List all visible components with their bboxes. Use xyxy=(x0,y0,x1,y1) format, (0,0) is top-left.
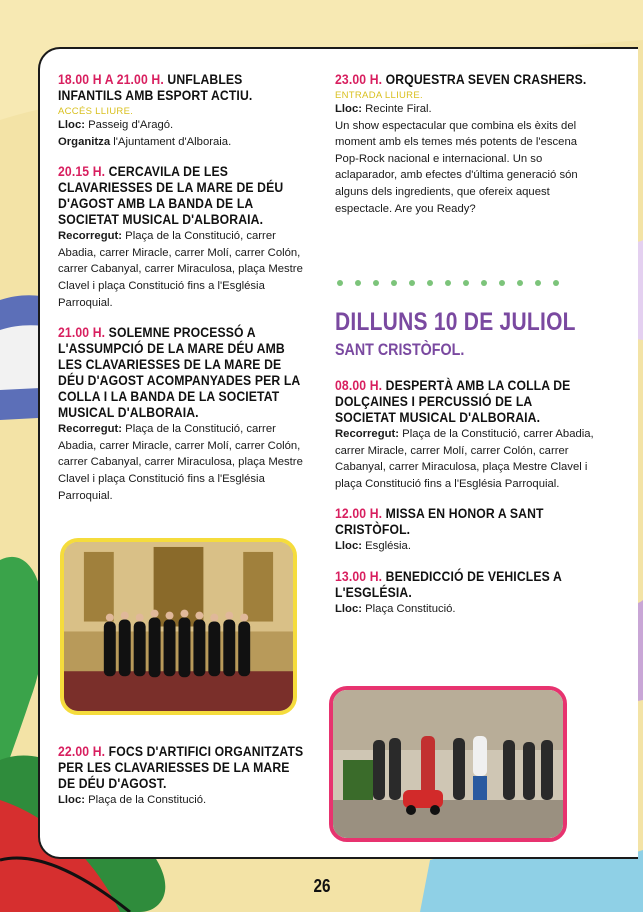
event-cercavila xyxy=(58,164,306,311)
event-benediccio xyxy=(335,569,595,618)
event-note: ENTRADA LLIURE. xyxy=(335,90,423,101)
event-title xyxy=(58,744,305,792)
event-missa xyxy=(335,506,595,555)
event-time: 23.00 H. xyxy=(335,72,383,88)
event-name: UNFLABLES INFANTILS AMB ESPORT ACTIU. xyxy=(58,72,253,104)
event-name: SOLEMNE PROCESSÓ A L'ASSUMPCIÓ DE LA MARE DÉU AMB LES CLAVARIESSES DE LA MARE DE DÉU D'AGOST ACOMPANYADES PER LA COLLA I LA BANDA DE LA SOCIETAT MUSICAL D'ALBORAIA. xyxy=(58,325,300,422)
event-name: BENEDICCIÓ DE VEHICLES A L'ESGLÉSIA. xyxy=(335,568,562,601)
event-place: Lloc: Plaça Constitució. xyxy=(335,602,456,615)
event-name: FOCS D'ARTIFICI ORGANITZATS PER LES CLAVARIESSES DE LA MARE DE DÉU D'AGOST. xyxy=(58,744,304,792)
event-route: Recorregut: Plaça de la Constitució, carrer Abadia, carrer Miracle, carrer Molí, carrer Colón, carrer Cabanyal, carrer Miraculosa, plaça Mestre Clavel i plaça Constitució fins a l'Església Parroquial. xyxy=(58,230,303,309)
event-title xyxy=(335,378,594,426)
dotted-divider xyxy=(336,279,572,287)
event-time: 08.00 H. xyxy=(335,378,383,394)
event-title xyxy=(335,569,594,601)
event-title xyxy=(58,164,305,228)
event-name: CERCAVILA DE LES CLAVARIESSES DE LA MARE DE DÉU D'AGOST AMB LA BANDA DE LA SOCIETAT MUSICAL D'ALBORAIA. xyxy=(58,164,284,229)
event-orquestra xyxy=(335,72,595,217)
event-time: 22.00 H. xyxy=(58,744,106,760)
event-unflables xyxy=(58,72,306,150)
event-processo xyxy=(58,325,306,504)
saint-heading: SANT CRISTÒFOL. xyxy=(335,340,465,359)
left-bottom-column xyxy=(58,744,306,823)
right-column-top xyxy=(335,72,595,231)
event-place: Lloc: Plaça de la Constitució. xyxy=(58,794,207,806)
page-number: 26 xyxy=(313,876,331,896)
day-heading: DILLUNS 10 DE JULIOL xyxy=(335,308,576,336)
event-time: 13.00 H. xyxy=(335,568,383,585)
event-focs xyxy=(58,744,306,809)
event-route: Recorregut: Plaça de la Constitució, carrer Abadia, carrer Miracle, carrer Molí, carrer Colón, carrer Cabanyal, carrer Miraculosa, plaça Mestre Clavel i plaça Constitució fins a l'Església Parroquial. xyxy=(335,428,594,490)
event-time: 12.00 H. xyxy=(335,506,383,523)
left-column xyxy=(58,72,306,518)
event-time: 21.00 H. xyxy=(58,325,106,342)
event-time: 18.00 H A 21.00 H. xyxy=(58,72,164,88)
event-place: Lloc: Església. xyxy=(335,540,411,553)
event-title xyxy=(335,72,594,88)
event-title xyxy=(58,325,305,421)
right-column-bottom xyxy=(335,378,595,632)
clavariesses-photo xyxy=(60,538,297,715)
event-route: Recorregut: Plaça de la Constitució, carrer Abadia, carrer Miracle, carrer Molí, carrer Colón, carrer Cabanyal, carrer Miraculosa, plaça Mestre Clavel i plaça Constitució fins a l'Església Parroquial. xyxy=(58,423,303,502)
event-place: Lloc: Passeig d'Aragó. xyxy=(58,119,174,131)
event-title xyxy=(335,506,594,538)
event-title xyxy=(58,72,305,104)
event-organizer: Organitza l'Ajuntament d'Alboraia. xyxy=(58,135,232,148)
event-name: ORQUESTRA SEVEN CRASHERS. xyxy=(385,72,587,88)
event-note: ACCÉS LLIURE. xyxy=(58,106,134,117)
event-name: DESPERTÀ AMB LA COLLA DE DOLÇAINES I PERCUSSIÓ DE LA SOCIETAT MUSICAL D'ALBORAIA. xyxy=(335,378,571,426)
event-name: MISSA EN HONOR A SANT CRISTÒFOL. xyxy=(335,506,544,539)
event-place: Lloc: Recinte Firal. xyxy=(335,103,432,115)
event-time: 20.15 H. xyxy=(58,164,106,181)
vehicle-blessing-photo xyxy=(329,686,567,842)
event-description: Un show espectacular que combina els èxits del moment amb els temes més potents de l'escena Pop-Rock nacional e internacional. Un so aclaparador, amb efectes d'última generació són alguns dels ingredients, que ofereix aquest espectacle. Are you Ready? xyxy=(335,119,578,215)
event-desperta xyxy=(335,378,595,492)
